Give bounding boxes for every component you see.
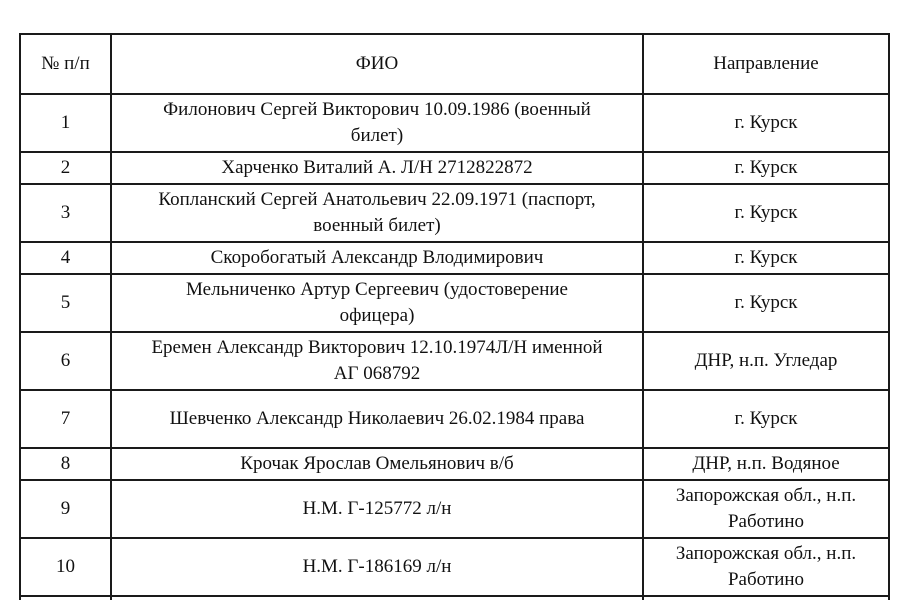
cell-fio — [111, 448, 643, 480]
cell-num: 8 — [20, 448, 111, 480]
table-header-row — [20, 34, 889, 94]
cell-num-empty — [20, 596, 111, 600]
cell-num: 1 — [20, 94, 111, 152]
direction-line: г. Курск — [734, 157, 798, 178]
direction-line: Работино — [727, 511, 805, 532]
cell-direction-empty — [643, 596, 889, 600]
cell-direction — [643, 390, 889, 448]
cell-direction — [643, 332, 889, 390]
cell-num: 2 — [20, 152, 111, 184]
fio-line: Копланский Сергей Анатольевич 22.09.1971 (паспорт, — [158, 189, 596, 210]
persons-table — [19, 33, 890, 600]
cell-num: 9 — [20, 480, 111, 538]
cell-num: 10 — [20, 538, 111, 596]
fio-line: билет) — [350, 125, 404, 146]
table-row — [20, 274, 889, 332]
fio-line: Харченко Виталий А. Л/Н 2712822872 — [221, 157, 533, 178]
cell-num: 7 — [20, 390, 111, 448]
cell-direction — [643, 94, 889, 152]
cell-fio — [111, 332, 643, 390]
direction-line: г. Курск — [734, 112, 798, 133]
fio-line: Мельниченко Артур Сергеевич (удостоверение — [186, 279, 568, 300]
table-row — [20, 152, 889, 184]
fio-line: офицера) — [339, 305, 415, 326]
cell-direction — [643, 184, 889, 242]
fio-line: Скоробогатый Александр Влодимирович — [210, 247, 544, 268]
table-row — [20, 242, 889, 274]
cell-fio — [111, 184, 643, 242]
direction-line: г. Курск — [734, 292, 798, 313]
table-row — [20, 184, 889, 242]
cell-fio — [111, 152, 643, 184]
fio-line: Филонович Сергей Викторович 10.09.1986 (военный — [163, 99, 591, 120]
cell-fio-empty — [111, 596, 643, 600]
table-row — [20, 390, 889, 448]
direction-line: г. Курск — [734, 408, 798, 429]
cell-fio — [111, 390, 643, 448]
cell-fio — [111, 538, 643, 596]
header-direction: Направление — [643, 34, 889, 94]
fio-line: Н.М. Г-125772 л/н — [302, 498, 452, 519]
cell-direction — [643, 448, 889, 480]
fio-line: военный билет) — [313, 215, 441, 236]
direction-line: г. Курск — [734, 202, 798, 223]
header-fio: ФИО — [111, 34, 643, 94]
cell-fio — [111, 94, 643, 152]
cell-direction — [643, 152, 889, 184]
fio-line: Еремен Александр Викторович 12.10.1974Л/Н именной — [151, 337, 603, 358]
header-num: № п/п — [20, 34, 111, 94]
cell-fio — [111, 480, 643, 538]
table-row — [20, 94, 889, 152]
table-row — [20, 448, 889, 480]
table-row-partial — [20, 596, 889, 600]
fio-line: АГ 068792 — [333, 363, 421, 384]
cell-direction — [643, 274, 889, 332]
cell-num: 6 — [20, 332, 111, 390]
fio-line: Шевченко Александр Николаевич 26.02.1984 права — [169, 408, 585, 429]
table-row — [20, 332, 889, 390]
cell-direction — [643, 538, 889, 596]
direction-line: ДНР, н.п. Угледар — [694, 350, 838, 371]
cell-num: 5 — [20, 274, 111, 332]
cell-fio — [111, 274, 643, 332]
cell-num: 3 — [20, 184, 111, 242]
direction-line: Запорожская обл., н.п. — [675, 543, 857, 564]
cell-direction — [643, 242, 889, 274]
direction-line: г. Курск — [734, 247, 798, 268]
table-row — [20, 538, 889, 596]
fio-line: Крочак Ярослав Омельянович в/б — [240, 453, 514, 474]
cell-num: 4 — [20, 242, 111, 274]
cell-fio — [111, 242, 643, 274]
direction-line: ДНР, н.п. Водяное — [692, 453, 840, 474]
table-row — [20, 480, 889, 538]
fio-line: Н.М. Г-186169 л/н — [302, 556, 452, 577]
direction-line: Запорожская обл., н.п. — [675, 485, 857, 506]
direction-line: Работино — [727, 569, 805, 590]
cell-direction — [643, 480, 889, 538]
